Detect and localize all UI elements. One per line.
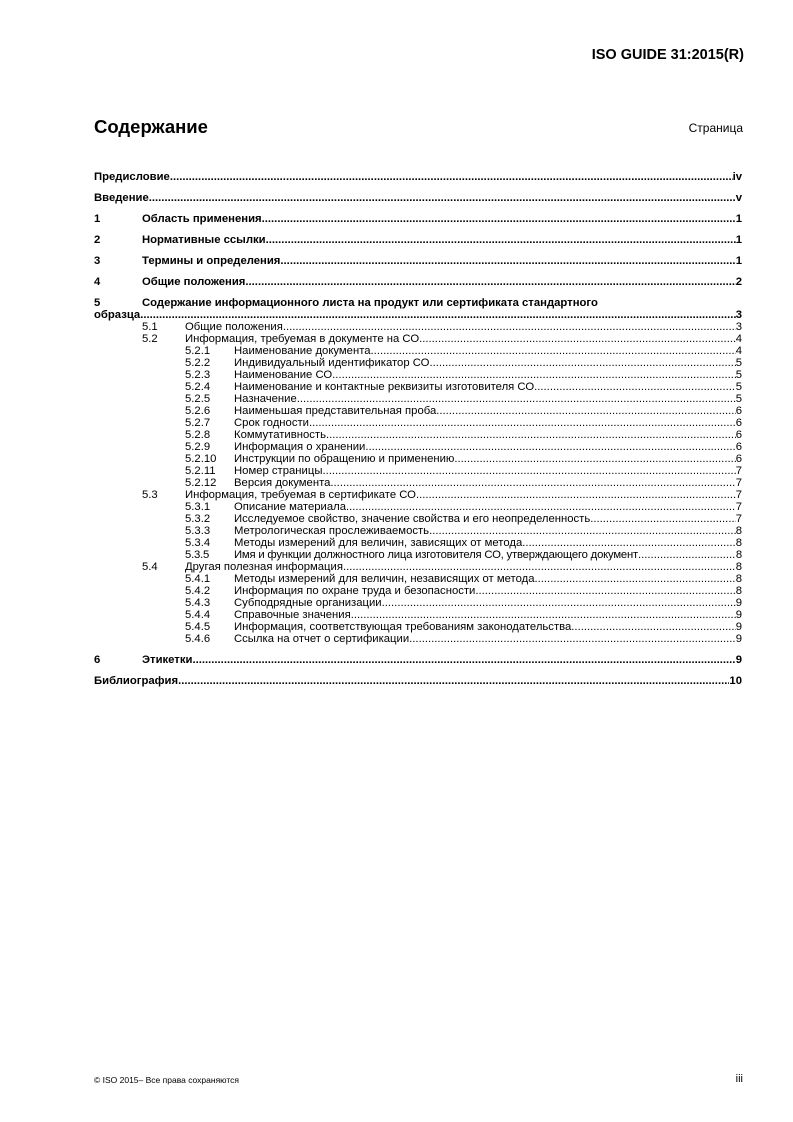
toc-entry-number: 5.2.5 [185, 393, 211, 405]
toc-entry-number: 1 [94, 213, 101, 225]
toc-entry-page: 8 [735, 549, 742, 561]
toc-leader [280, 255, 735, 267]
toc-entry-number: 5.2.11 [185, 465, 216, 477]
toc-entry-page: 6 [735, 417, 742, 429]
page-title: Содержание [94, 116, 208, 137]
toc-entry-title: Исследуемое свойство, значение свойства и его неопределенность [234, 513, 591, 525]
toc-leader [436, 405, 735, 417]
toc-entry-5-2-4[interactable] [185, 381, 742, 393]
toc-leader [371, 345, 736, 357]
toc-entry-page: 9 [735, 621, 742, 633]
toc-entry-title: Информация, требуемая в сертификате СО [185, 489, 416, 501]
toc-entry-page: 8 [735, 525, 742, 537]
toc-leader [245, 276, 735, 288]
page-column-label: Страница [688, 121, 743, 135]
toc-entry-number: 5.3.1 [185, 501, 211, 513]
toc-entry-5-4-4[interactable] [185, 609, 742, 621]
toc-entry-foreword[interactable] [94, 171, 742, 183]
toc-entry-5-2-9[interactable] [185, 441, 742, 453]
toc-entry-number: 5.2.4 [185, 381, 211, 393]
toc-leader [522, 537, 735, 549]
toc-entry-title: Назначение [234, 393, 297, 405]
toc-leader [326, 429, 736, 441]
toc-entry-5-2-3[interactable] [185, 369, 742, 381]
toc-leader [170, 171, 733, 183]
toc-entry-section-5[interactable] [94, 297, 742, 321]
toc-leader [638, 549, 736, 561]
toc-entry-5-2-5[interactable] [185, 393, 742, 405]
toc-leader [534, 381, 736, 393]
toc-entry-5-2-8[interactable] [185, 429, 742, 441]
toc-entry-section-6[interactable] [94, 654, 742, 666]
toc-entry-title: Коммутативность [234, 429, 326, 441]
toc-entry-introduction[interactable] [94, 192, 742, 204]
toc-entry-title: Предисловие [94, 171, 170, 183]
toc-leader [322, 465, 735, 477]
toc-entry-number: 5.2.12 [185, 477, 217, 489]
toc-entry-5-4-1[interactable] [185, 573, 742, 585]
toc-entry-5-4-3[interactable] [185, 597, 742, 609]
toc-entry-5-2-10[interactable] [185, 453, 742, 465]
toc-entry-5-4[interactable] [142, 561, 742, 573]
toc-entry-page: 8 [735, 585, 742, 597]
toc-entry-page: iv [732, 171, 742, 183]
toc-entry-number: 5.1 [142, 321, 158, 333]
toc-entry-page: 4 [735, 345, 742, 357]
toc-entry-title: Индивидуальный идентификатор СО [234, 357, 430, 369]
toc-entry-title: Наименьшая представительная проба [234, 405, 437, 417]
toc-entry-page: 7 [735, 465, 742, 477]
toc-entry-5-1[interactable] [142, 321, 742, 333]
toc-entry-title: Термины и определения [142, 255, 281, 267]
toc-entry-page: 6 [735, 441, 742, 453]
toc-leader [419, 333, 736, 345]
toc-entry-title: Наименование СО [234, 369, 333, 381]
toc-entry-5-4-6[interactable] [185, 633, 742, 645]
toc-leader [351, 609, 736, 621]
toc-entry-number: 5.2.1 [185, 345, 211, 357]
toc-entry-title: Номер страницы [234, 465, 323, 477]
toc-entry-title: Этикетки [142, 654, 193, 666]
toc-entry-page: 1 [735, 234, 742, 246]
toc-entry-title: Ссылка на отчет о сертификации [234, 633, 410, 645]
toc-entry-title: Описание материала [234, 501, 346, 513]
toc-entry-title: Наименование и контактные реквизиты изготовителя СО [234, 381, 535, 393]
toc-entry-title: Метрологическая прослеживаемость [234, 525, 430, 537]
toc-entry-title: Методы измерений для величин, зависящих от метода [234, 537, 523, 549]
toc-entry-page: 1 [735, 213, 742, 225]
toc-entry-title: Библиография [94, 675, 179, 687]
toc-entry-page: 8 [735, 537, 742, 549]
toc-entry-5-3-1[interactable] [185, 501, 742, 513]
toc-entry-title: Нормативные ссылки [142, 234, 266, 246]
toc-entry-title: Введение [94, 192, 149, 204]
toc-entry-title: Имя и функции должностного лица изготовителя СО, утверждающего документ [234, 549, 638, 561]
toc-leader [416, 489, 736, 501]
copyright-notice: © ISO 2015– Все права сохраняются [94, 1075, 240, 1085]
toc-entry-title: Общие положения [142, 276, 246, 288]
toc-entry-number: 5.4.1 [185, 573, 211, 585]
toc-entry-5-3-3[interactable] [185, 525, 742, 537]
toc-entry-title: Инструкции по обращению и применению [234, 453, 455, 465]
toc-entry-title-line1: Содержание информационного листа на продукт или сертификата стандартного [142, 297, 598, 309]
toc-entry-page: 5 [735, 393, 742, 405]
toc-entry-title: Срок годности [234, 417, 309, 429]
toc-entry-page: 7 [735, 501, 742, 513]
toc-entry-section-1[interactable] [94, 213, 742, 225]
toc-entry-number: 5.4.2 [185, 585, 211, 597]
toc-entry-page: 6 [735, 429, 742, 441]
toc-leader [192, 654, 735, 666]
toc-leader [262, 213, 736, 225]
toc-entry-number: 3 [94, 255, 101, 267]
page-number: iii [735, 1073, 743, 1085]
toc-entry-title: Наименование документа [234, 345, 371, 357]
toc-entry-section-2[interactable] [94, 234, 742, 246]
toc-leader [346, 501, 736, 513]
toc-entry-number: 5.3.5 [185, 549, 210, 561]
toc-entry-title: Информация по охране труда и безопасности [234, 585, 476, 597]
toc-entry-page: 7 [735, 477, 742, 489]
toc-entry-number: 5.2.7 [185, 417, 211, 429]
toc-entry-number: 5.2.3 [185, 369, 211, 381]
toc-leader [343, 561, 736, 573]
toc-entry-title: Информация, требуемая в документе на СО [185, 333, 420, 345]
toc-entry-title: Версия документа [234, 477, 331, 489]
toc-entry-title: образца [94, 309, 141, 321]
toc-entry-number: 6 [94, 654, 101, 666]
toc-entry-5-2-11[interactable] [185, 465, 742, 477]
toc-entry-page: 7 [735, 489, 742, 501]
toc-entry-section-4[interactable] [94, 276, 742, 288]
toc-entry-page: 3 [735, 309, 742, 321]
toc-entry-5-2-6[interactable] [185, 405, 742, 417]
toc-entry-number: 5.4.3 [185, 597, 211, 609]
toc-entry-page: 7 [735, 513, 742, 525]
toc-entry-5-3-4[interactable] [185, 537, 742, 549]
toc-entry-page: 4 [735, 333, 742, 345]
toc-entry-5-2-7[interactable] [185, 417, 742, 429]
toc-entry-page: v [735, 192, 742, 204]
toc-entry-5-2-12[interactable] [185, 477, 742, 489]
toc-entry-5-2[interactable] [142, 333, 742, 345]
toc-entry-number: 5.4.5 [185, 621, 211, 633]
toc-entry-5-3-5[interactable] [185, 549, 742, 561]
toc-entry-page: 9 [735, 597, 742, 609]
toc-entry-number: 5.2.2 [185, 357, 211, 369]
toc-entry-section-3[interactable] [94, 255, 742, 267]
toc-entry-title: Информация о хранении [234, 441, 366, 453]
toc-entry-number: 5.4.6 [185, 633, 211, 645]
toc-leader [409, 633, 736, 645]
toc-entry-page: 2 [735, 276, 742, 288]
toc-leader [535, 573, 736, 585]
toc-leader [309, 417, 736, 429]
document-reference: ISO GUIDE 31:2015(R) [591, 47, 744, 63]
toc-leader [266, 234, 736, 246]
toc-entry-5-4-2[interactable] [185, 585, 742, 597]
toc-entry-page: 6 [735, 453, 742, 465]
toc-entry-page: 1 [735, 255, 742, 267]
toc-entry-number: 5.2.8 [185, 429, 211, 441]
toc-entry-page: 9 [735, 633, 742, 645]
toc-entry-title: Субподрядные организации [234, 597, 382, 609]
toc-entry-page: 5 [735, 357, 742, 369]
toc-entry-bibliography[interactable] [94, 675, 742, 687]
toc-entry-page: 8 [735, 561, 742, 573]
toc-entry-page: 9 [735, 609, 742, 621]
toc-leader [365, 441, 735, 453]
toc-entry-number: 5 [94, 297, 101, 309]
toc-entry-title: Другая полезная информация [185, 561, 343, 573]
toc-entry-number: 2 [94, 234, 101, 246]
toc-leader [475, 585, 735, 597]
toc-leader [330, 477, 735, 489]
toc-leader [332, 369, 736, 381]
toc-entry-title: Справочные значения [234, 609, 351, 621]
toc-entry-page: 5 [735, 369, 742, 381]
toc-entry-number: 5.2 [142, 333, 158, 345]
toc-entry-title: Методы измерений для величин, независящих от метода [234, 573, 535, 585]
toc-entry-page: 10 [729, 675, 742, 687]
toc-entry-5-4-5[interactable] [185, 621, 742, 633]
toc-entry-number: 5.3 [142, 489, 158, 501]
toc-entry-title: Общие положения [185, 321, 283, 333]
toc-leader [283, 321, 736, 333]
toc-leader [571, 621, 735, 633]
toc-entry-page: 8 [735, 573, 742, 585]
toc-entry-number: 5.4 [142, 561, 158, 573]
toc-entry-page: 5 [735, 381, 742, 393]
toc-entry-number: 5.3.3 [185, 525, 211, 537]
toc-leader [429, 525, 736, 537]
toc-entry-page: 3 [735, 321, 742, 333]
toc-entry-5-3[interactable] [142, 489, 742, 501]
toc-entry-title-line2 [94, 309, 742, 321]
toc-leader [149, 192, 736, 204]
toc-leader [429, 357, 735, 369]
toc-entry-page: 6 [735, 405, 742, 417]
toc-entry-title: Информация, соответствующая требованиям законодательства [234, 621, 572, 633]
toc-leader [382, 597, 736, 609]
toc-entry-page: 9 [735, 654, 742, 666]
toc-entry-number: 5.2.10 [185, 453, 217, 465]
toc-entry-number: 5.4.4 [185, 609, 211, 621]
toc-entry-5-2-1[interactable] [185, 345, 742, 357]
toc-entry-5-2-2[interactable] [185, 357, 742, 369]
table-of-contents [94, 171, 742, 687]
toc-entry-number: 5.2.6 [185, 405, 211, 417]
toc-entry-number: 5.3.2 [185, 513, 211, 525]
toc-leader [297, 393, 736, 405]
toc-leader [590, 513, 735, 525]
toc-leader [140, 309, 736, 321]
toc-leader [454, 453, 735, 465]
toc-entry-title: Область применения [142, 213, 262, 225]
toc-leader [178, 675, 729, 687]
toc-entry-5-3-2[interactable] [185, 513, 742, 525]
toc-entry-number: 5.2.9 [185, 441, 211, 453]
toc-entry-number: 4 [94, 276, 101, 288]
toc-entry-number: 5.3.4 [185, 537, 211, 549]
